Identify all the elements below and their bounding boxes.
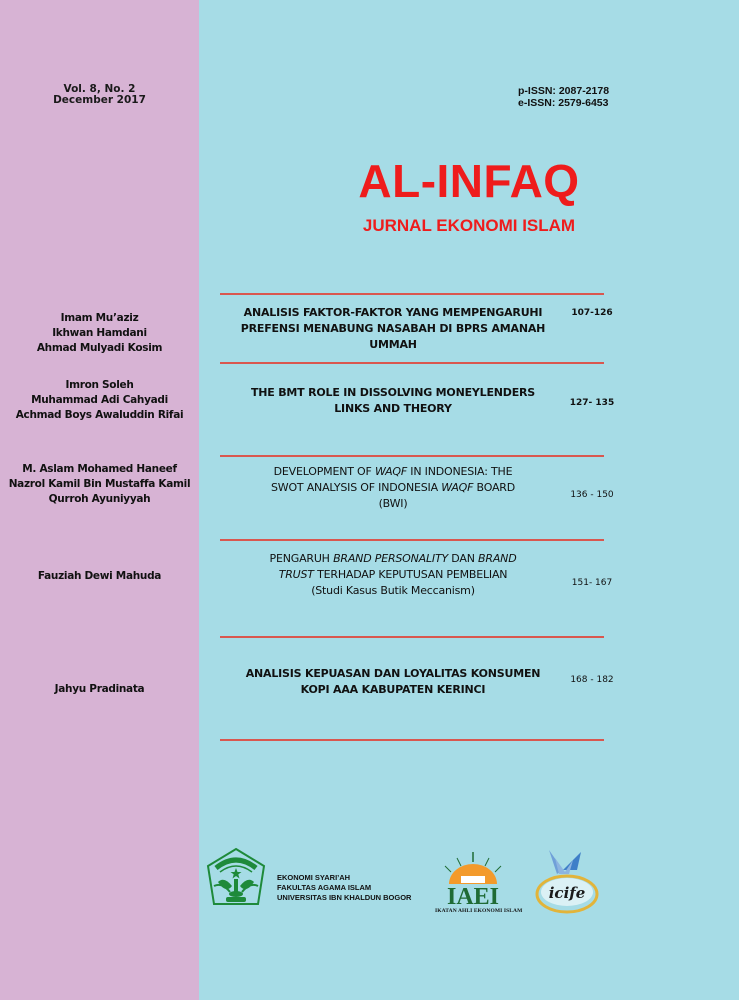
divider-rule: [220, 362, 604, 364]
article-title-5[interactable]: [220, 666, 566, 698]
article-title-4[interactable]: [220, 551, 566, 599]
volume-number: Vol. 8, No. 2: [63, 83, 136, 95]
author-name: Nazrol Kamil Bin Mustaffa Kamil: [8, 478, 191, 490]
uika-line: UNIVERSITAS IBN KHALDUN BOGOR: [277, 893, 412, 902]
print-issn: p-ISSN: 2087-2178: [518, 85, 610, 97]
article-pages-3: 136 - 150: [570, 490, 614, 500]
article-authors-3: [0, 462, 199, 507]
issue-date: December 2017: [53, 94, 146, 106]
iaei-caption: IKATAN AHLI EKONOMI ISLAM: [435, 908, 523, 914]
article-pages-4: 151- 167: [571, 578, 613, 588]
article-authors-2: [0, 378, 199, 423]
author-name: Ahmad Mulyadi Kosim: [36, 342, 163, 354]
author-name: Achmad Boys Awaluddin Rifai: [15, 409, 184, 421]
divider-rule: [220, 739, 604, 741]
title-line: (Studi Kasus Butik Meccanism): [311, 584, 475, 597]
uika-text: [277, 873, 411, 903]
article-pages-2: 127- 135: [569, 398, 615, 408]
uika-line: EKONOMI SYARI’AH: [277, 873, 351, 882]
article-pages-1: 107-126: [571, 308, 613, 318]
article-title-3[interactable]: [220, 464, 566, 512]
title-line: THE BMT ROLE IN DISSOLVING MONEYLENDERS: [250, 386, 536, 399]
author-name: Ikhwan Hamdani: [52, 327, 147, 339]
author-name: Muhammad Adi Cahyadi: [31, 394, 168, 406]
article-title-1[interactable]: [220, 305, 566, 353]
article-title-2[interactable]: [220, 385, 566, 417]
university-crest-icon: [204, 846, 268, 910]
title-line: LINKS AND THEORY: [334, 402, 452, 415]
icife-logo-icon: [529, 840, 601, 920]
journal-title: AL-INFAQ: [358, 155, 580, 207]
divider-rule: [220, 539, 604, 541]
svg-text:icife: icife: [548, 884, 586, 902]
footer-logos: [199, 840, 739, 920]
divider-rule: [220, 636, 604, 638]
author-name: M. Aslam Mohamed Haneef: [22, 463, 177, 475]
iaei-logo-icon: [433, 850, 513, 910]
issn-info: [518, 85, 609, 109]
article-authors-4: [0, 569, 199, 584]
title-line: KOPI AAA KABUPATEN KERINCI: [300, 683, 486, 696]
divider-rule: [220, 293, 604, 295]
uika-line: FAKULTAS AGAMA ISLAM: [277, 883, 372, 892]
title-line: UMMAH: [369, 338, 417, 351]
divider-rule: [220, 455, 604, 457]
electronic-issn: e-ISSN: 2579-6453: [518, 97, 609, 109]
title-line: ANALISIS FAKTOR-FAKTOR YANG MEMPENGARUHI: [243, 306, 543, 319]
author-name: Imron Soleh: [65, 379, 134, 391]
title-line: (BWI): [378, 497, 408, 510]
issue-info: [0, 84, 199, 106]
article-authors-1: [0, 311, 199, 356]
title-line: PENGARUH BRAND PERSONALITY DAN BRAND: [269, 552, 517, 565]
title-line: ANALISIS KEPUASAN DAN LOYALITAS KONSUMEN: [245, 667, 541, 680]
svg-text:IAEI: IAEI: [446, 884, 500, 910]
article-authors-5: [0, 682, 199, 697]
journal-subtitle: JURNAL EKONOMI ISLAM: [362, 216, 576, 235]
author-name: Fauziah Dewi Mahuda: [37, 570, 162, 582]
author-name: Jahyu Pradinata: [54, 683, 145, 695]
title-line: TRUST TERHADAP KEPUTUSAN PEMBELIAN: [278, 568, 508, 581]
author-name: Imam Mu’aziz: [60, 312, 139, 324]
author-name: Qurroh Ayuniyyah: [48, 493, 151, 505]
title-line: PREFENSI MENABUNG NASABAH DI BPRS AMANAH: [240, 322, 546, 335]
article-pages-5: 168 - 182: [570, 675, 614, 685]
title-line: SWOT ANALYSIS OF INDONESIA WAQF BOARD: [270, 481, 516, 494]
title-line: DEVELOPMENT OF WAQF IN INDONESIA: THE: [273, 465, 513, 478]
